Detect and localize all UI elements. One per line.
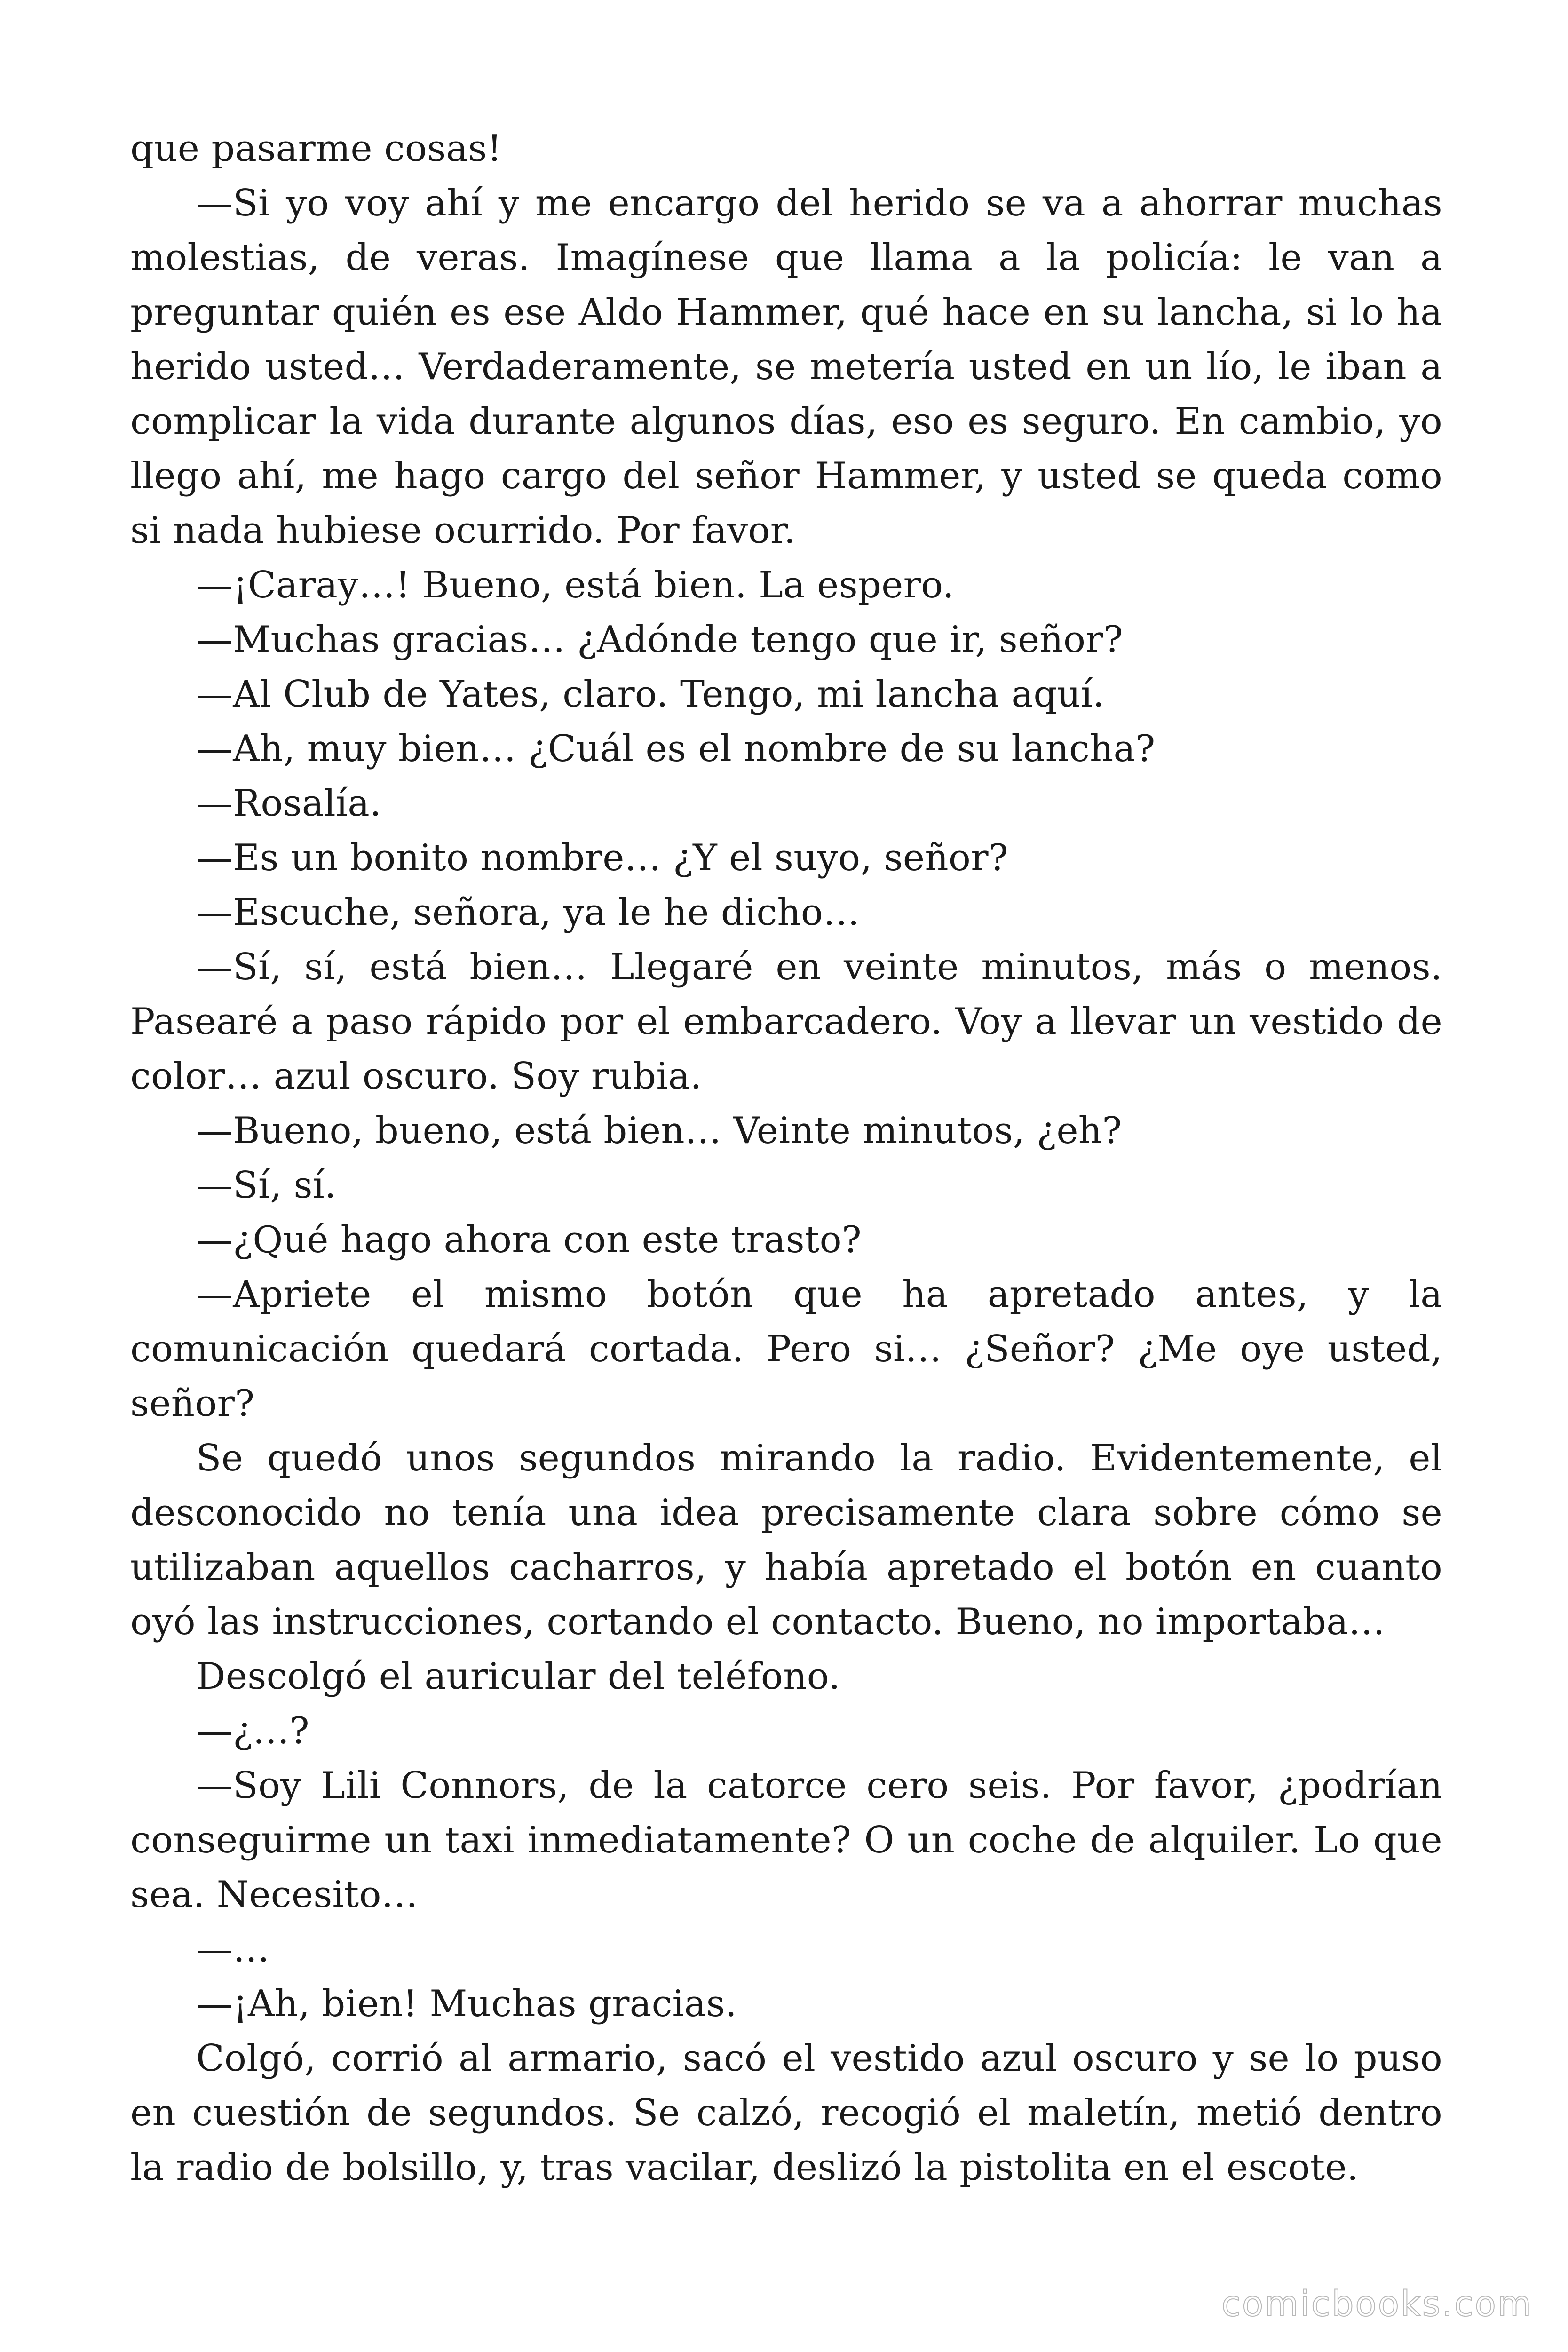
paragraph: —¡Ah, bien! Muchas gracias. [196,1983,737,2025]
paragraph: —… [196,1928,270,1971]
paragraph: —Ah, muy bien… ¿Cuál es el nombre de su lancha? [196,728,1156,770]
paragraph: Colgó, corrió al armario, sacó el vestido azul oscuro y se lo puso en cuestión de segundos. Se calzó, recogió el maletín, metió dentro la radio de bolsillo, y, tras vacilar, deslizó la pistolita en el escote. [130,2037,1442,2189]
paragraph: —¿…? [196,1710,309,1752]
paragraph: —Bueno, bueno, está bien… Veinte minutos, ¿eh? [196,1110,1122,1152]
paragraph: —¿Qué hago ahora con este trasto? [196,1219,862,1261]
paragraph: que pasarme cosas! [130,127,502,170]
paragraph: Descolgó el auricular del teléfono. [196,1655,840,1698]
watermark: comicbooks.com [1221,2284,1533,2324]
paragraph: Se quedó unos segundos mirando la radio. Evidentemente, el desconocido no tenía una idea precisamente clara sobre cómo se utilizaban aquellos cacharros, y había apretado el botón en cuanto oyó las instrucciones, cortando el contacto. Bueno, no importaba… [130,1437,1442,1643]
page-body [130,121,1442,2238]
paragraph: —Al Club de Yates, claro. Tengo, mi lancha aquí. [196,673,1105,715]
paragraph: —Si yo voy ahí y me encargo del herido se va a ahorrar muchas molestias, de veras. Imagínese que llama a la policía: le van a preguntar quién es ese Aldo Hammer, qué hace en su lancha, si lo ha herido usted… Verdaderamente, se metería usted en un lío, le iban a complicar la vida durante algunos días, eso es seguro. En cambio, yo llego ahí, me hago cargo del señor Hammer, y usted se queda como si nada hubiese ocurrido. Por favor. [130,182,1442,552]
paragraph: —Escuche, señora, ya le he dicho… [196,891,860,934]
paragraph: —Muchas gracias… ¿Adónde tengo que ir, señor? [196,619,1123,661]
paragraph: —Es un bonito nombre… ¿Y el suyo, señor? [196,837,1008,879]
paragraph: —Apriete el mismo botón que ha apretado antes, y la comunicación quedará cortada. Pero si… ¿Señor? ¿Me oye usted, señor? [130,1273,1442,1425]
paragraph: —Soy Lili Connors, de la catorce cero seis. Por favor, ¿podrían conseguirme un taxi inmediatamente? O un coche de alquiler. Lo que sea. Necesito… [130,1764,1442,1916]
paragraph: —¡Caray…! Bueno, está bien. La espero. [196,564,955,606]
paragraph: —Rosalía. [196,782,382,825]
paragraph: —Sí, sí, está bien… Llegaré en veinte minutos, más o menos. Pasearé a paso rápido por el embarcadero. Voy a llevar un vestido de color… azul oscuro. Soy rubia. [130,946,1442,1097]
paragraph: —Sí, sí. [196,1164,337,1207]
